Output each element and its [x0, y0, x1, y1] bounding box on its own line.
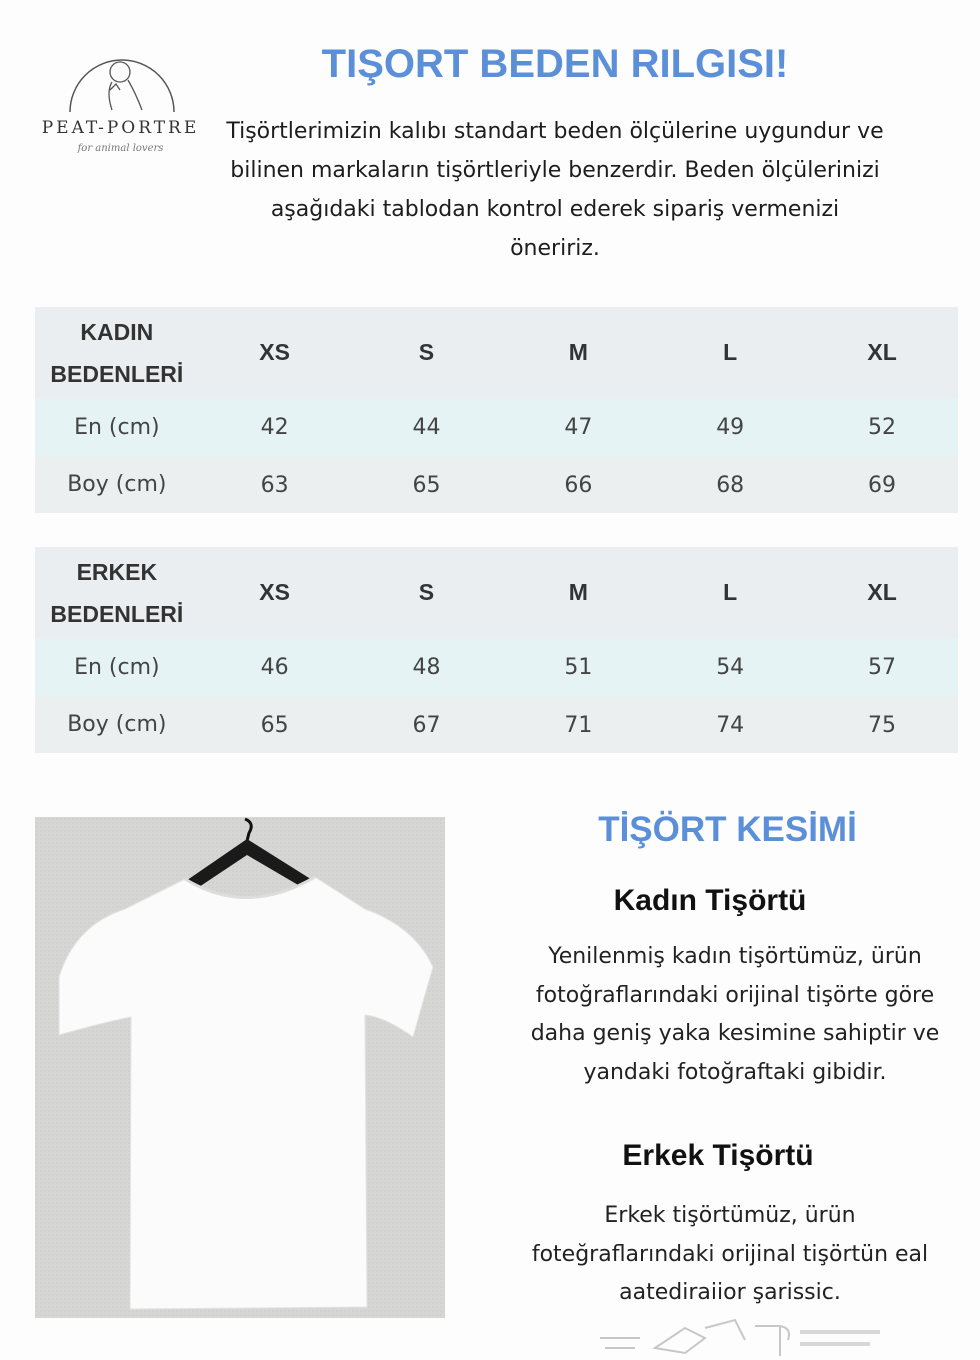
cell: 47	[564, 415, 593, 440]
cut-section-title: TİŞÖRT KESİMİ	[598, 810, 857, 849]
size-header: S	[418, 339, 435, 365]
cell: 69	[868, 472, 897, 498]
women-size-table	[35, 307, 958, 513]
table-row	[35, 457, 958, 513]
cell: 57	[868, 655, 897, 680]
pet-portrait-icon	[38, 40, 203, 120]
row-label: En (cm)	[74, 414, 160, 440]
cell: 75	[868, 712, 897, 738]
men-tshirt-heading: Erkek Tişörtü	[622, 1139, 814, 1172]
size-header: XL	[867, 339, 897, 365]
cell: 54	[716, 655, 745, 680]
size-header: XL	[867, 579, 897, 605]
table-header-row	[35, 547, 958, 638]
men-size-table	[35, 547, 958, 753]
table-row	[35, 638, 958, 697]
women-tshirt-text: Yenilenmiş kadın tişörtümüz, ürün fotoğraflarındaki orijinal tişörte göre daha geniş yaka kesimine sahiptir ve yandaki fotoğraftaki gibidir.	[530, 944, 940, 1085]
cell: 48	[412, 655, 441, 680]
table-row	[35, 398, 958, 457]
table-heading: KADIN BEDENLERİ	[50, 318, 184, 387]
cell: 51	[564, 655, 593, 680]
row-label: Boy (cm)	[67, 712, 167, 737]
size-header: S	[418, 579, 435, 605]
cell: 46	[260, 655, 289, 680]
decorative-sketch-icon	[595, 1318, 895, 1357]
cell: 71	[564, 712, 593, 738]
tshirt-on-hanger-icon	[35, 817, 445, 1318]
footer-graphic	[595, 1318, 895, 1357]
cell: 52	[868, 415, 897, 440]
table-header-row	[35, 307, 958, 398]
women-tshirt-heading: Kadın Tişörtü	[613, 884, 807, 917]
size-header: XS	[259, 579, 290, 605]
intro-text: Tişörtlerimizin kalıbı standart beden ölçülerine uygundur ve bilinen markaların tişörtleriyle benzerdir. Beden ölçülerinizi aşağıdaki tablodan kontrol ederek sipariş vermenizi öneririz.	[226, 119, 884, 261]
cell: 63	[260, 472, 289, 498]
cell: 74	[716, 712, 745, 738]
cell: 65	[412, 472, 441, 498]
brand-tagline: for animal lovers	[77, 143, 164, 154]
row-label: Boy (cm)	[67, 472, 167, 497]
size-header: L	[723, 339, 738, 365]
cell: 42	[260, 415, 289, 440]
cell: 68	[716, 472, 745, 498]
table-heading: ERKEK BEDENLERİ	[50, 558, 184, 627]
row-label: En (cm)	[74, 654, 160, 680]
brand-name: PEAT-PORTRE	[41, 118, 200, 138]
size-header: M	[568, 579, 588, 605]
cell: 44	[412, 415, 441, 440]
cell: 66	[564, 472, 593, 498]
size-header: XS	[259, 339, 290, 365]
page-title: TIŞORT BEDEN RILGISI!	[321, 42, 789, 86]
size-header: M	[568, 339, 588, 365]
table-row	[35, 697, 958, 753]
brand-logo	[38, 40, 203, 165]
size-header: L	[723, 579, 738, 605]
cell: 49	[716, 415, 745, 440]
cell: 65	[260, 712, 289, 738]
men-tshirt-text: Erkek tişörtümüz, ürün foteğraflarındaki orijinal tişörtün eal aatediraiior şarissic.	[531, 1203, 929, 1305]
tshirt-photo	[35, 817, 445, 1318]
cell: 67	[412, 712, 441, 738]
